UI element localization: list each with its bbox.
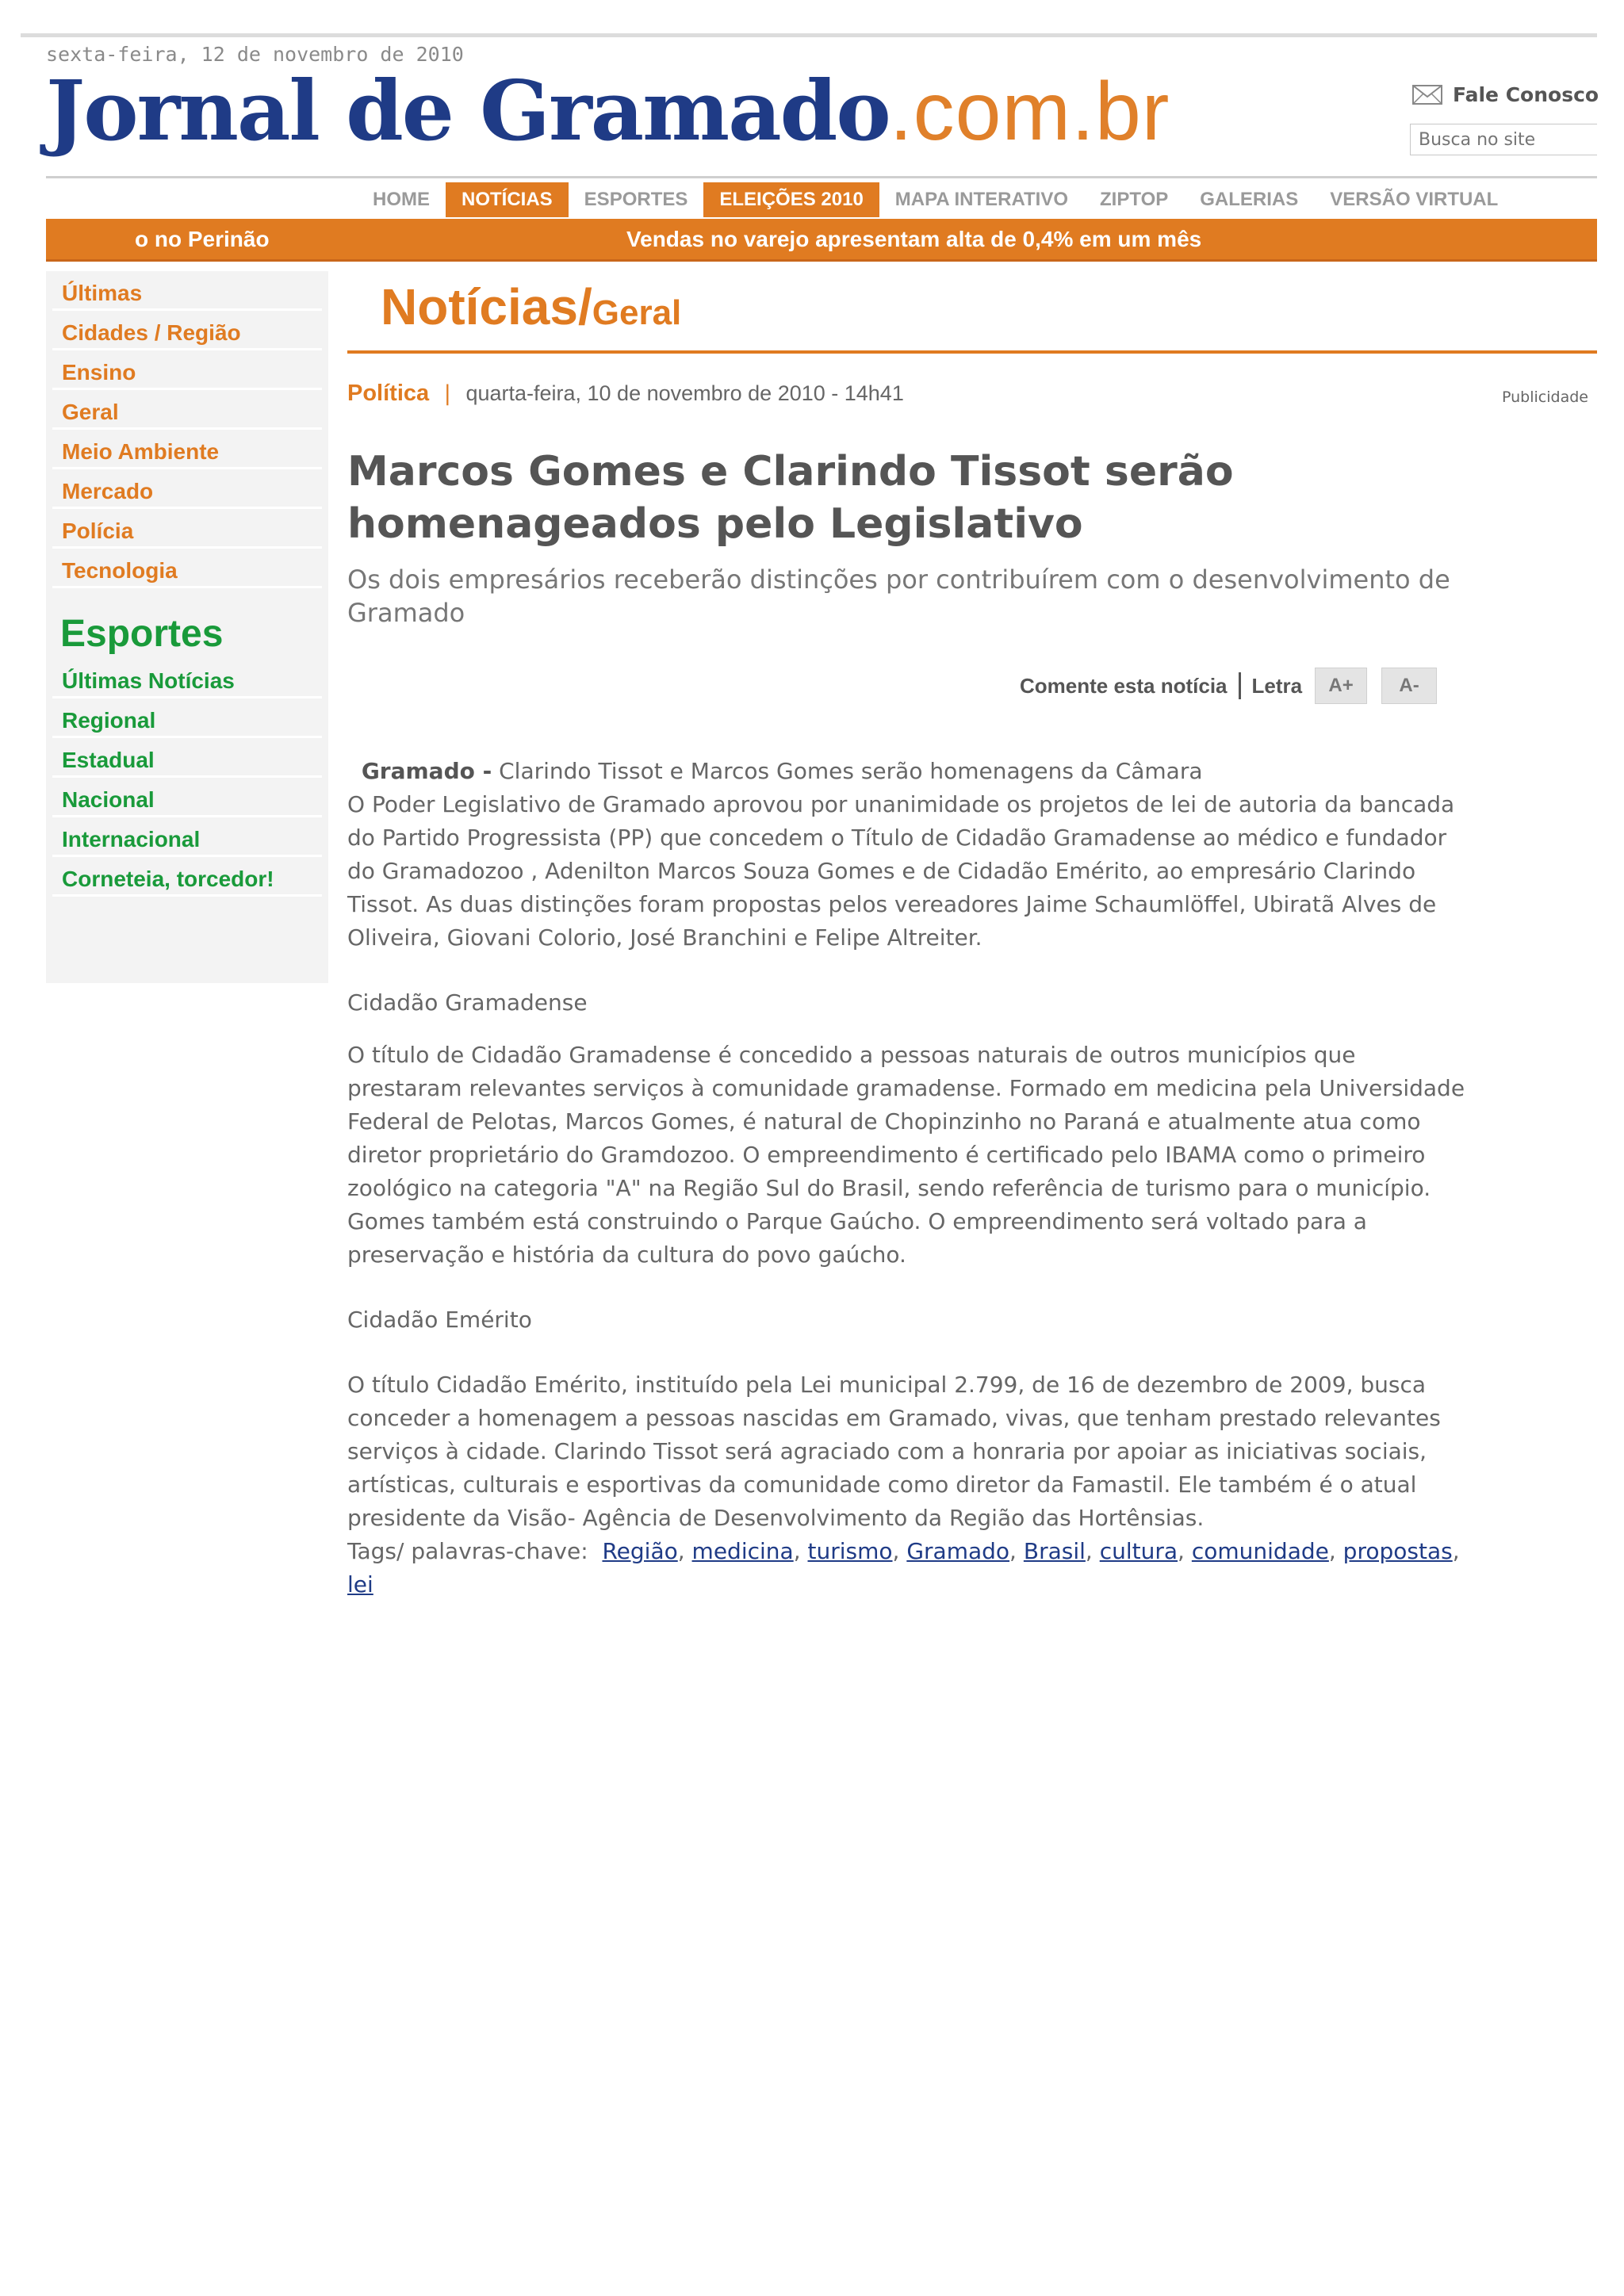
article-body — [347, 755, 1473, 1601]
article-category[interactable]: Política — [347, 381, 430, 406]
tag-link[interactable]: lei — [347, 1571, 373, 1598]
sidebar-item[interactable]: Meio Ambiente — [52, 430, 322, 469]
paragraph: O título de Cidadão Gramadense é concedido a pessoas naturais de outros municípios que prestaram relevantes serviços à comunidade gramadense. Formado em medicina pela Universidade Federal de Pelotas, Marcos Gomes, é natural de Chopinzinho no Paraná e atualmente atua como diretor proprietário do Gramdozoo. O empreendimento é certificado pelo IBAMA como o primeiro zoológico na categoria "A" na Região Sul do Brasil, sendo referência de turismo para o município. Gomes também está construindo o Parque Gaúcho. O empreendimento será voltado para a preservação e história da cultura do povo gaúcho. — [347, 1042, 1465, 1268]
sidebar-item[interactable]: Regional — [52, 698, 322, 738]
font-increase-button[interactable]: A+ — [1315, 668, 1367, 704]
news-ticker[interactable] — [46, 219, 1597, 262]
comment-link[interactable]: Comente esta notícia — [1020, 673, 1228, 698]
sidebar-item[interactable]: Ensino — [52, 350, 322, 390]
tag-link[interactable]: medicina — [691, 1538, 794, 1564]
nav-divider — [46, 176, 1597, 178]
article-datetime: quarta-feira, 10 de novembro de 2010 - 14h41 — [465, 381, 904, 405]
article-meta — [347, 381, 904, 407]
lead-place: Gramado - — [361, 758, 492, 784]
site-logo[interactable] — [46, 62, 1170, 165]
tag-link[interactable]: propostas — [1342, 1538, 1453, 1564]
sidebar-item[interactable]: Últimas — [52, 271, 322, 311]
article-headline: Marcos Gomes e Clarindo Tissot serão homenageados pelo Legislativo — [347, 448, 1234, 548]
sidebar-item[interactable]: Cidades / Região — [52, 311, 322, 350]
font-decrease-button[interactable]: A- — [1381, 668, 1437, 704]
tag-link[interactable]: cultura — [1099, 1538, 1178, 1564]
tags-label: Tags/ palavras-chave: — [347, 1538, 588, 1564]
sidebar-item[interactable]: Mercado — [52, 469, 322, 509]
ticker-text-center[interactable]: Vendas no varejo apresentam alta de 0,4% em um mês — [626, 227, 1202, 251]
nav-item[interactable]: VERSÃO VIRTUAL — [1330, 189, 1499, 210]
nav-item[interactable]: ZIPTOP — [1100, 189, 1169, 210]
contact-link[interactable] — [1411, 82, 1599, 106]
section-title-main: Notícias/ — [381, 278, 592, 335]
article-subheadline: Os dois empresários receberão distinções por contribuírem com o desenvolvimento de Gramado — [347, 564, 1450, 628]
sports-heading[interactable]: Esportes — [60, 613, 224, 655]
main-nav — [357, 182, 1514, 217]
logo-main-text: Jornal de Gramado — [46, 62, 890, 159]
nav-item[interactable]: ELEIÇÕES 2010 — [703, 182, 879, 217]
top-divider — [21, 33, 1597, 37]
sidebar-item[interactable]: Nacional — [52, 778, 322, 817]
section-divider — [347, 350, 1597, 354]
nav-item[interactable]: MAPA INTERATIVO — [894, 189, 1069, 210]
ad-label: Publicidade — [1502, 388, 1588, 406]
current-date: sexta-feira, 12 de novembro de 2010 — [46, 43, 464, 66]
article-tools — [1020, 668, 1437, 704]
tag-link[interactable]: turismo — [807, 1538, 893, 1564]
sidebar — [46, 271, 328, 983]
paragraph: O Poder Legislativo de Gramado aprovou por unanimidade os projetos de lei de autoria da bancada do Partido Progressista (PP) que concedem o Título de Cidadão Gramadense ao médico e fundador do Gramadozoo , Adenilton Marcos Souza Gomes e de Cidadão Emérito, ao empresário Clarindo Tissot. As duas distinções foram propostas pelos vereadores Jaime Schaumlöffel, Ubiratã Alves de Oliveira, Giovani Colorio, José Branchini e Felipe Altreiter. — [347, 791, 1455, 951]
paragraph: O título Cidadão Emérito, instituído pela Lei municipal 2.799, de 16 de dezembro de 2009, busca conceder a homenagem a pessoas nascidas em Gramado, vivas, que tenham prestado relevantes serviços à cidade. Clarindo Tissot será agraciado com a honraria por apoiar as iniciativas sociais, artísticas, culturais e esportivas da comunidade como diretor da Famastil. Ele também é o atual presidente da Visão- Agência de Desenvolvimento da Região das Hortênsias. — [347, 1372, 1441, 1531]
article-lead — [347, 755, 1473, 788]
search-input[interactable] — [1410, 124, 1597, 155]
contact-label: Fale Conosco — [1453, 82, 1599, 106]
sidebar-item[interactable]: Tecnologia — [52, 549, 322, 588]
meta-separator: | — [443, 381, 451, 406]
sidebar-item[interactable]: Últimas Notícias — [52, 659, 322, 698]
logo-domain-text: .com.br — [889, 66, 1170, 158]
nav-item[interactable]: NOTÍCIAS — [446, 182, 569, 217]
lead-text: Clarindo Tissot e Marcos Gomes serão homenagens da Câmara — [492, 758, 1203, 784]
envelope-icon — [1411, 82, 1443, 106]
font-size-label: Letra — [1251, 673, 1303, 698]
section-title-sub: Geral — [592, 293, 682, 332]
tag-link[interactable]: Gramado — [906, 1538, 1010, 1564]
nav-item[interactable]: GALERIAS — [1200, 189, 1299, 210]
nav-item[interactable]: ESPORTES — [584, 189, 688, 210]
tag-link[interactable]: Brasil — [1023, 1538, 1086, 1564]
sidebar-item[interactable]: Geral — [52, 390, 322, 430]
tools-separator — [1239, 672, 1241, 699]
ticker-text-left[interactable]: o no Perinão — [135, 227, 270, 251]
sidebar-item[interactable]: Internacional — [52, 817, 322, 857]
sidebar-item[interactable]: Estadual — [52, 738, 322, 778]
tag-link[interactable]: Região — [602, 1538, 678, 1564]
nav-item[interactable]: HOME — [373, 189, 430, 210]
sidebar-item[interactable]: Corneteia, torcedor! — [52, 857, 322, 897]
subsection-heading: Cidadão Emérito — [347, 1307, 532, 1333]
section-title — [381, 277, 681, 336]
subsection-heading: Cidadão Gramadense — [347, 989, 588, 1016]
tags: Tags/ palavras-chave: Região, medicina, turismo, Gramado, Brasil, cultura, comunidade, propostas, lei — [347, 1538, 1460, 1598]
tag-link[interactable]: comunidade — [1191, 1538, 1329, 1564]
sidebar-item[interactable]: Polícia — [52, 509, 322, 549]
